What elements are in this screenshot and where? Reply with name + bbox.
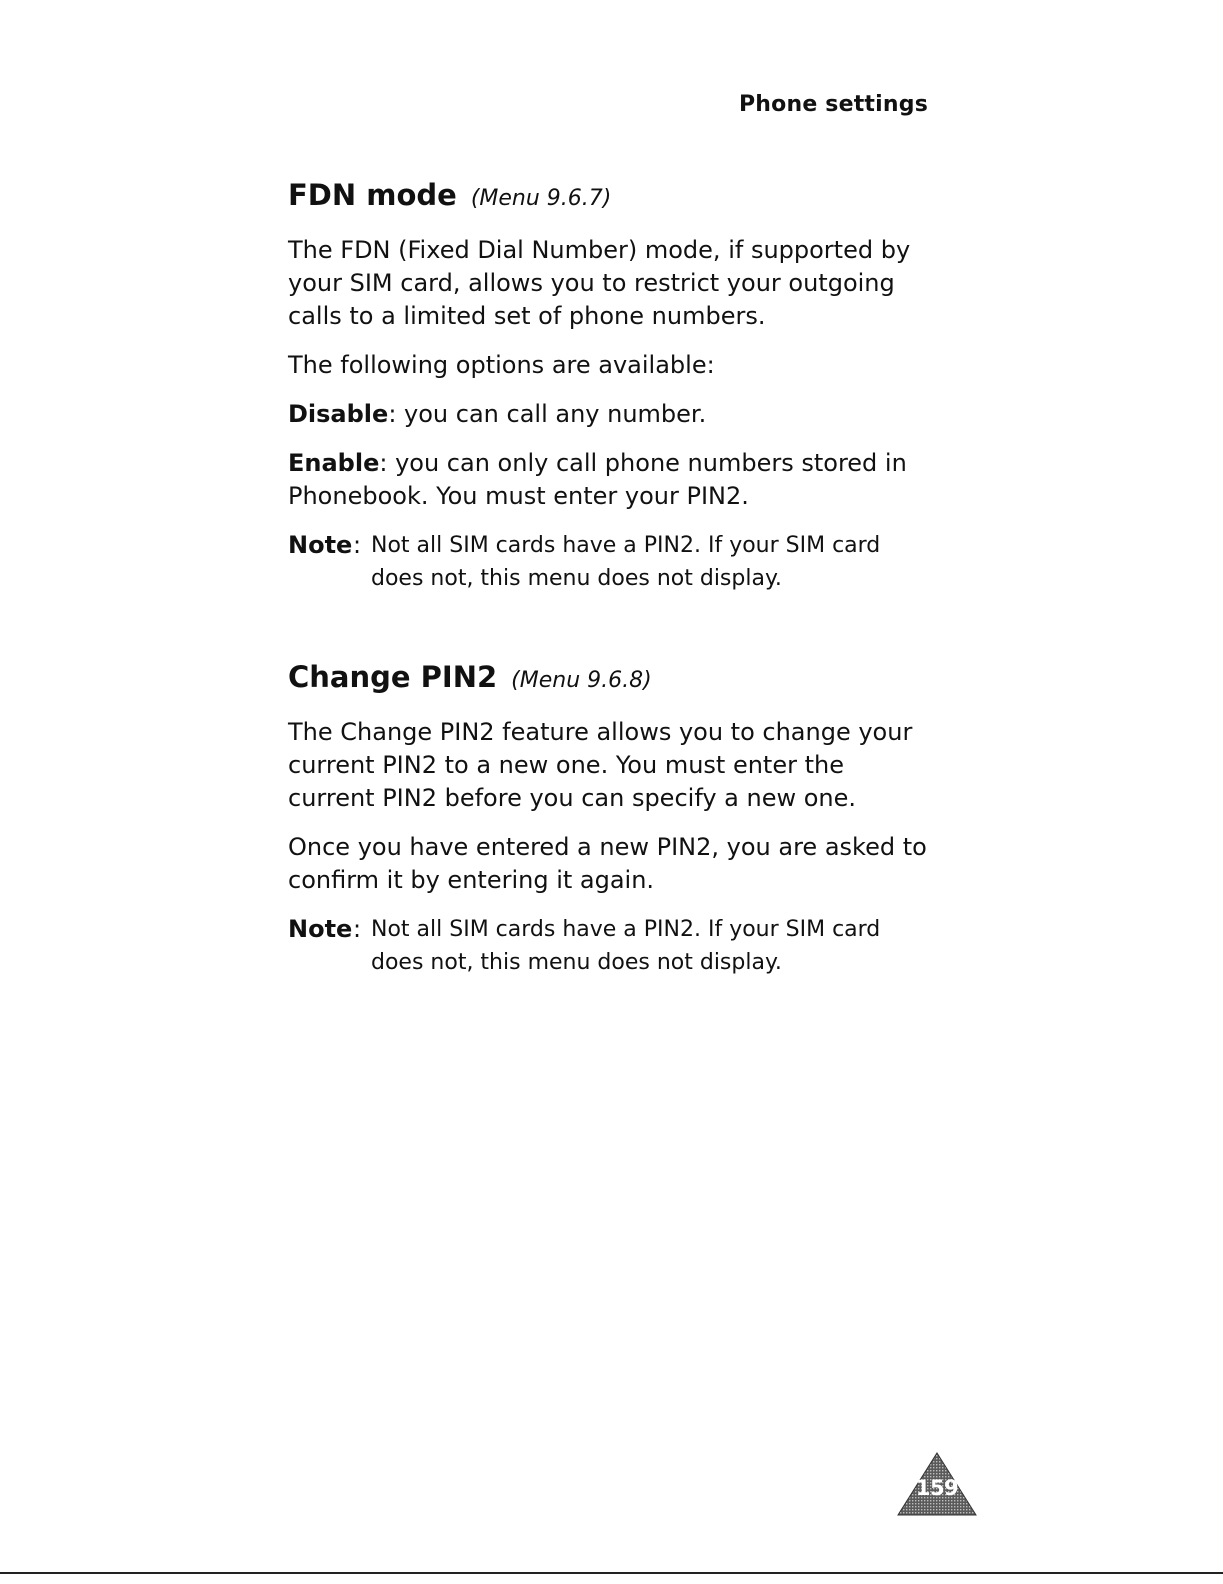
option-term-enable: Enable bbox=[288, 449, 380, 477]
bottom-divider bbox=[0, 1572, 1223, 1574]
option-separator: : bbox=[379, 449, 396, 477]
change-pin2-heading bbox=[288, 660, 938, 694]
fdn-mode-title: FDN mode bbox=[288, 178, 457, 212]
fdn-mode-section bbox=[288, 178, 938, 595]
note-label: Note bbox=[288, 531, 353, 559]
fdn-mode-heading bbox=[288, 178, 938, 212]
running-header: Phone settings bbox=[738, 92, 928, 117]
fdn-intro-paragraph: The FDN (Fixed Dial Number) mode, if supported by your SIM card, allows you to restrict your outgoing calls to a limited set of phone numbers. bbox=[288, 236, 911, 330]
fdn-mode-menu-ref: (Menu 9.6.7) bbox=[470, 186, 612, 211]
fdn-note bbox=[288, 529, 938, 595]
note-colon: : bbox=[353, 531, 362, 559]
fdn-options-intro: The following options are available: bbox=[288, 351, 715, 379]
change-pin2-menu-ref: (Menu 9.6.8) bbox=[511, 668, 652, 693]
option-text-disable: you can call any number. bbox=[404, 400, 707, 428]
option-text-enable: you can only call phone numbers stored in Phonebook. You must enter your PIN2. bbox=[288, 449, 907, 510]
change-pin2-section bbox=[288, 660, 938, 979]
change-pin2-title: Change PIN2 bbox=[288, 660, 498, 694]
change-pin2-paragraph-1: The Change PIN2 feature allows you to change your current PIN2 to a new one. You must enter the current PIN2 before you can specify a new one. bbox=[288, 718, 913, 812]
fdn-option-disable bbox=[288, 398, 938, 431]
option-term-disable: Disable bbox=[288, 400, 389, 428]
note-text: Not all SIM cards have a PIN2. If your SIM card does not, this menu does not display. bbox=[371, 533, 881, 591]
change-pin2-paragraph-2: Once you have entered a new PIN2, you are asked to confirm it by entering it again. bbox=[288, 833, 927, 894]
note-label: Note bbox=[288, 915, 353, 943]
page-number-badge bbox=[897, 1452, 977, 1516]
fdn-option-enable bbox=[288, 447, 938, 513]
note-text: Not all SIM cards have a PIN2. If your SIM card does not, this menu does not display. bbox=[371, 917, 881, 975]
note-colon: : bbox=[353, 915, 362, 943]
page-number: 159 bbox=[915, 1476, 959, 1500]
option-separator: : bbox=[388, 400, 405, 428]
change-pin2-note bbox=[288, 913, 938, 979]
